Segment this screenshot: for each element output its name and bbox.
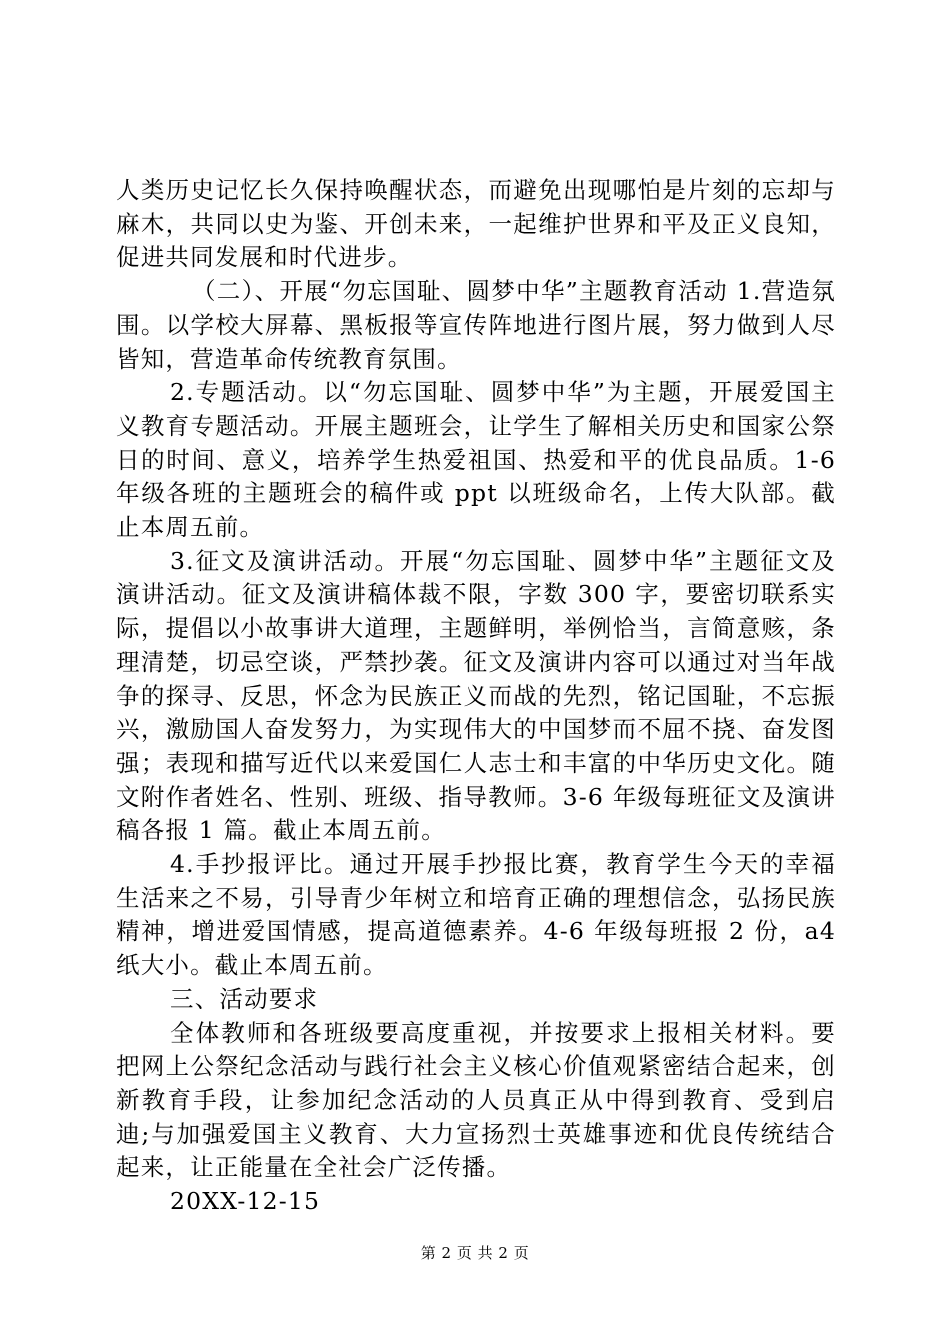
document-date: 20XX-12-15 xyxy=(170,1187,321,1216)
paragraph-item-4: 4.手抄报评比。通过开展手抄报比赛，教育学生今天的幸福生活来之不易，引导青少年树立和培育正确的理想信念，弘扬民族精神，增进爱国情感，提高道德素养。4-6 年级每班报 2 份，a4 纸大小。截止本周五前。 xyxy=(116,850,836,980)
paragraph-item-3: 3.征文及演讲活动。开展“勿忘国耻、圆梦中华”主题征文及演讲活动。征文及演讲稿体裁不限，字数 300 字，要密切联系实际，提倡以小故事讲大道理，主题鲜明，举例恰当，言简意赅，条理清楚，切忌空谈，严禁抄袭。征文及演讲内容可以通过对当年战争的探寻、反思，怀念为民族正义而战的先烈，铭记国耻，不忘振兴，激励国人奋发努力，为实现伟大的中国梦而不屈不挠、奋发图强；表现和描写近代以来爱国仁人志士和丰富的中华历史文化。随文附作者姓名、性别、班级、指导教师。3-6 年级每班征文及演讲稿各报 1 篇。截止本周五前。 xyxy=(116,546,836,845)
page-footer: 第 2 页 共 2 页 xyxy=(420,1244,530,1262)
document-body xyxy=(116,174,836,1219)
paragraph-continuation: 人类历史记忆长久保持唤醒状态，而避免出现哪怕是片刻的忘却与麻木，共同以史为鉴、开创未来，一起维护世界和平及正义良知，促进共同发展和时代进步。 xyxy=(116,176,836,272)
paragraph-item-2: 2.专题活动。以“勿忘国耻、圆梦中华”为主题，开展爱国主义教育专题活动。开展主题班会，让学生了解相关历史和国家公祭日的时间、意义，培养学生热爱祖国、热爱和平的优良品质。1-6 年级各班的主题班会的稿件或 ppt 以班级命名，上传大队部。截止本周五前。 xyxy=(116,378,836,542)
paragraph-section-two: （二）、开展“勿忘国耻、圆梦中华”主题教育活动 1.营造氛围。以学校大屏幕、黑板报等宣传阵地进行图片展，努力做到人尽皆知，营造革命传统教育氛围。 xyxy=(116,277,836,373)
paragraph-requirements: 全体教师和各班级要高度重视，并按要求上报相关材料。要把网上公祭纪念活动与践行社会主义核心价值观紧密结合起来，创新教育手段，让参加纪念活动的人员真正从中得到教育、受到启迪;与加强爱国主义教育、大力宣扬烈士英雄事迹和优良传统结合起来，让正能量在全社会广泛传播。 xyxy=(116,1018,836,1182)
section-heading-requirements: 三、活动要求 xyxy=(170,984,319,1013)
